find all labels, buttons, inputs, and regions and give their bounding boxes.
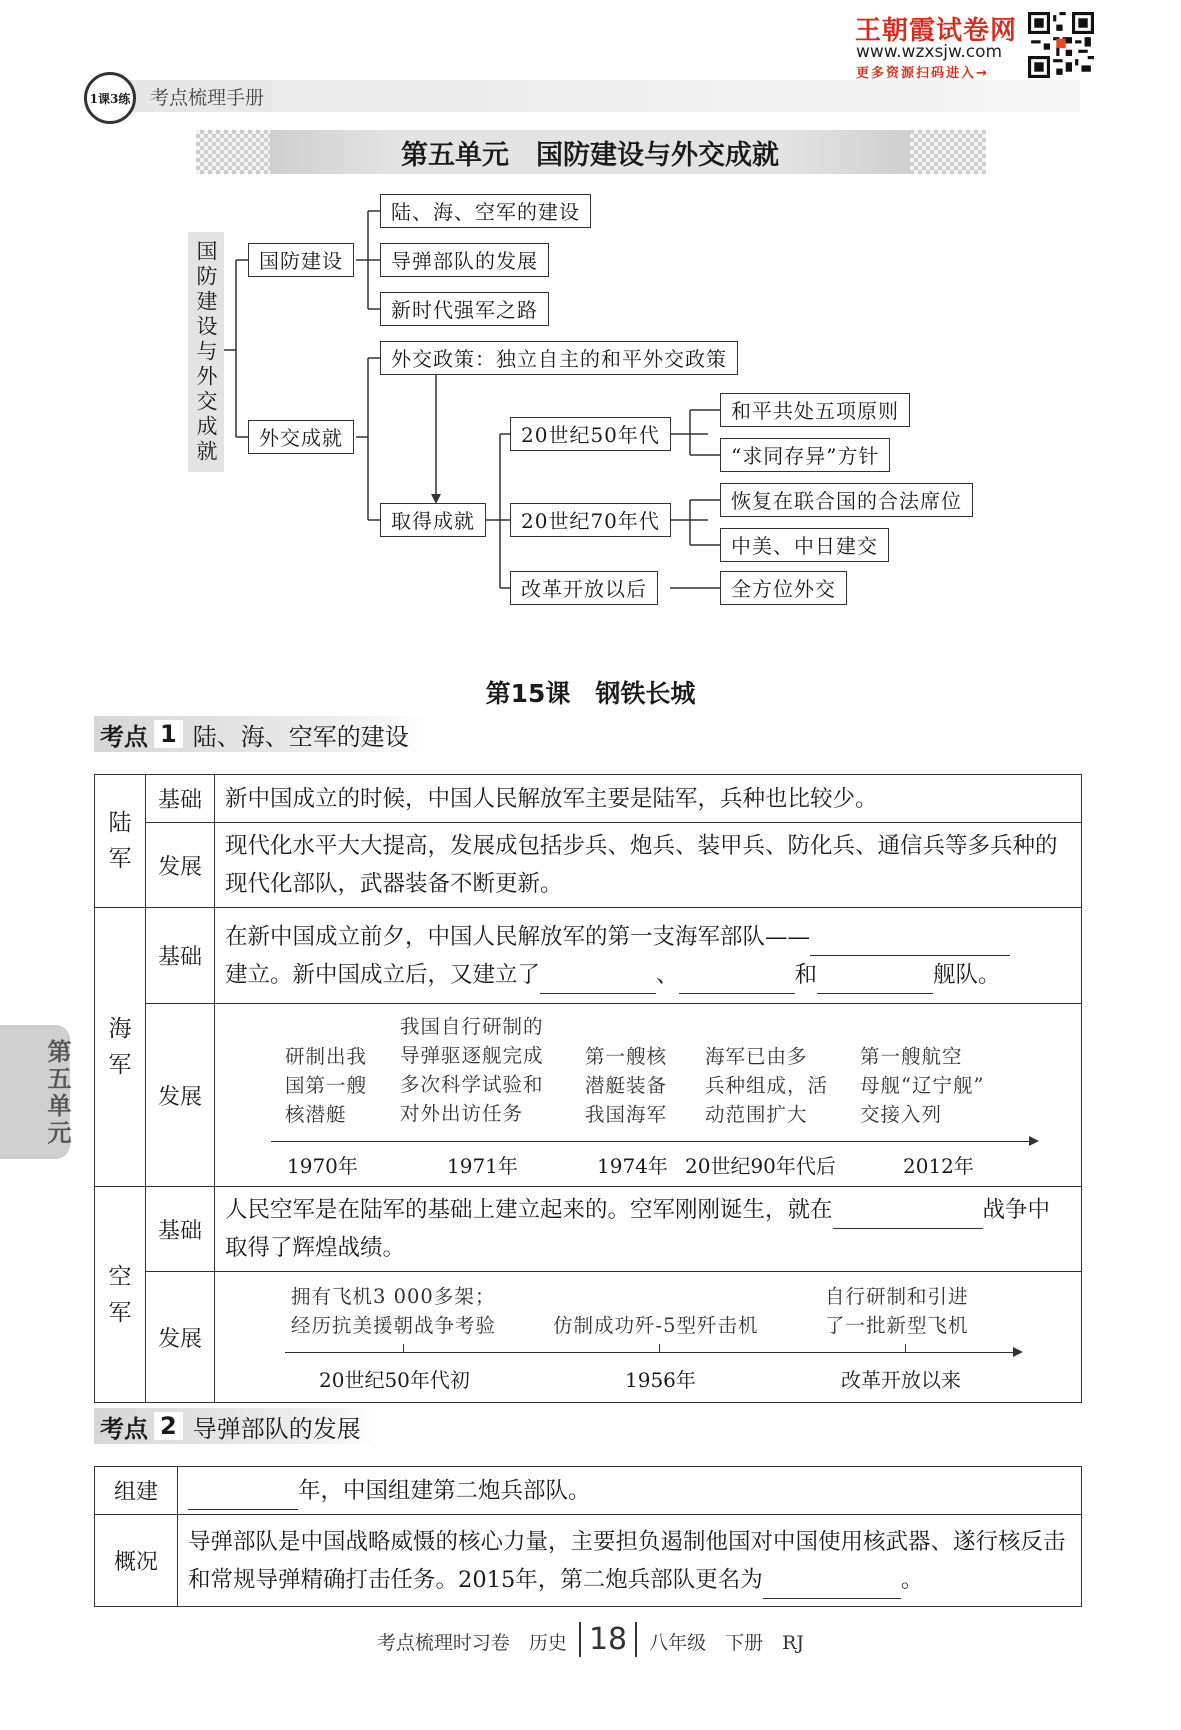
navy-year-1990s: 20世纪90年代后: [685, 1154, 836, 1178]
navy-event-1970: [285, 1042, 367, 1129]
navy-event-1974-line: 第一艘核: [585, 1045, 668, 1068]
navy-event-1971-line: 对外出访任务: [400, 1102, 524, 1125]
kp2-overview-label: 概况: [95, 1515, 178, 1607]
airforce-war-blank[interactable]: [833, 1202, 983, 1229]
publisher-logo: 1课3练: [84, 72, 136, 124]
navy-fleet-blank-2[interactable]: [679, 967, 795, 994]
navy-year-2012: 2012年: [903, 1154, 974, 1178]
navy-timeline-arrow-icon: [1029, 1136, 1039, 1146]
kp2-tag: 考点: [100, 1414, 148, 1443]
kp1-table: [94, 774, 1082, 1403]
navy-event-1970-line: 研制出我: [285, 1045, 368, 1068]
kp1-tag: 考点: [100, 722, 148, 751]
navy-event-2012: [860, 1042, 984, 1129]
airforce-timeline-axis: [285, 1352, 1015, 1353]
mindmap-node-un-seat: 恢复在联合国的合法席位: [720, 483, 973, 517]
airforce-timeline-cell: [215, 1272, 1082, 1403]
mindmap-node-new-era: 新时代强军之路: [380, 292, 549, 326]
airforce-event-1950s-line: 经历抗美援朝战争考验: [291, 1314, 497, 1337]
mindmap-node-missile: 导弹部队的发展: [380, 243, 549, 277]
kp1-number: 1: [154, 720, 183, 748]
mindmap-node-omni-diplomacy: 全方位外交: [720, 571, 847, 605]
kp2-overview-a: 导弹部队是中国战略威慑的核心力量，主要担负遏制他国对中国使用核武器、遂行核反击和常规导弹精确打击任务。2015年，第二炮兵部队更名为: [188, 1528, 1066, 1593]
airforce-basic-label: 基础: [146, 1187, 215, 1272]
navy-basic-a: 在新中国成立前夕，中国人民解放军的第一支海军部队——: [225, 923, 811, 950]
kp2-overview-text: [178, 1515, 1082, 1607]
navy-event-1990s: [705, 1042, 828, 1129]
kp2-title: 导弹部队的发展: [192, 1414, 361, 1443]
brand-url[interactable]: www.wzxsjw.com: [856, 42, 1003, 62]
airforce-tick: [905, 1344, 906, 1352]
airforce-tick: [403, 1344, 404, 1352]
navy-label: 海军: [108, 1016, 132, 1078]
navy-event-2012-line: 交接入列: [860, 1103, 943, 1126]
navy-basic-text: [215, 908, 1082, 1004]
navy-basic-label: 基础: [146, 908, 215, 1004]
airforce-event-1956: [553, 1311, 759, 1340]
footer: [0, 1622, 1181, 1657]
airforce-event-reform-line: 了一批新型飞机: [825, 1314, 969, 1337]
navy-fleet-blank-1[interactable]: [540, 967, 656, 994]
kp1-title: 陆、海、空军的建设: [192, 722, 409, 751]
kp2-year-blank[interactable]: [188, 1483, 298, 1510]
airforce-event-1956-line: 仿制成功歼-5型歼击机: [553, 1314, 759, 1337]
navy-cell: [95, 908, 146, 1187]
navy-event-1971-line: 导弹驱逐舰完成: [400, 1044, 544, 1067]
navy-basic-e: 舰队。: [933, 961, 1001, 988]
section-label: 考点梳理手册: [150, 87, 265, 109]
airforce-timeline: [215, 1272, 1081, 1402]
kp2-table: [94, 1466, 1082, 1607]
airforce-year-reform: 改革开放以来: [841, 1368, 961, 1392]
army-dev-label: 发展: [146, 823, 215, 908]
navy-dev-label: 发展: [146, 1004, 215, 1187]
navy-event-1974: [585, 1042, 667, 1129]
mindmap-node-policy: 外交政策：独立自主的和平外交政策: [380, 341, 738, 375]
airforce-tick: [659, 1344, 660, 1352]
navy-event-1990s-line: 海军已由多: [705, 1045, 808, 1068]
page-number: 18: [579, 1622, 637, 1657]
kp2-rename-blank[interactable]: [763, 1572, 901, 1599]
army-dev-text: 现代化水平大大提高，发展成包括步兵、炮兵、装甲兵、防化兵、通信兵等多兵种的现代化部队，武器装备不断更新。: [215, 823, 1082, 908]
kp2-number: 2: [154, 1412, 183, 1440]
airforce-event-reform: [825, 1282, 969, 1340]
mindmap-node-diplomacy: 外交成就: [248, 420, 354, 454]
navy-event-1971-line: 我国自行研制的: [400, 1015, 544, 1038]
unit-title: 第五单元 国防建设与外交成就: [270, 130, 910, 174]
navy-event-1970-line: 国第一艘: [285, 1074, 368, 1097]
kp1-heading: [94, 716, 429, 752]
airforce-basic-a: 人民空军是在陆军的基础上建立起来的。空军刚刚诞生，就在: [225, 1197, 833, 1223]
navy-event-1971: [400, 1012, 544, 1128]
airforce-cell: [95, 1187, 146, 1403]
navy-timeline-cell: [215, 1004, 1082, 1187]
mindmap-connectors: [0, 0, 1181, 640]
navy-year-1971: 1971年: [447, 1154, 518, 1178]
mindmap-node-common-ground: “求同存异”方针: [720, 438, 890, 472]
navy-timeline: [215, 1004, 1081, 1186]
airforce-event-1950s: [291, 1282, 496, 1340]
navy-event-1971-line: 多次科学试验和: [400, 1073, 544, 1096]
navy-basic-b: 建立。新中国成立后，又建立了: [225, 961, 541, 988]
lesson-title: 第15课 钢铁长城: [485, 679, 696, 708]
army-label: 陆军: [108, 810, 132, 872]
mindmap-node-five-principles: 和平共处五项原则: [720, 393, 910, 427]
navy-basic-d: 和: [794, 961, 818, 988]
navy-event-1974-line: 我国海军: [585, 1103, 668, 1126]
airforce-event-1950s-line: 拥有飞机3 000多架；: [291, 1285, 496, 1308]
navy-year-1974: 1974年: [597, 1154, 668, 1178]
airforce-basic-b: 战争中取得了辉煌战绩。: [225, 1197, 1051, 1261]
navy-event-1990s-line: 动范围扩大: [705, 1103, 808, 1126]
airforce-basic-text: [215, 1187, 1082, 1272]
brand-name: 王朝霞试卷网: [855, 16, 1018, 46]
navy-event-1974-line: 潜艇装备: [585, 1074, 668, 1097]
mindmap-node-defense: 国防建设: [248, 243, 354, 277]
mindmap-node-reform: 改革开放以后: [510, 571, 658, 605]
navy-event-2012-line: 母舰“辽宁舰”: [860, 1074, 985, 1097]
army-cell: [95, 775, 146, 908]
army-basic-text: 新中国成立的时候，中国人民解放军主要是陆军，兵种也比较少。: [215, 775, 1082, 823]
kp2-form-label: 组建: [95, 1467, 178, 1515]
kp2-overview-b: 。: [900, 1566, 924, 1593]
airforce-timeline-arrow-icon: [1013, 1347, 1023, 1357]
airforce-year-1956: 1956年: [625, 1368, 696, 1392]
kp2-form-content: 年，中国组建第二炮兵部队。: [298, 1477, 591, 1504]
airforce-event-reform-line: 自行研制和引进: [825, 1285, 969, 1308]
mindmap-node-achievements: 取得成就: [380, 503, 486, 537]
navy-timeline-axis: [271, 1141, 1031, 1142]
brand-tip: 更多资源扫码进入→: [856, 66, 989, 81]
mindmap-node-1950s: 20世纪50年代: [510, 417, 671, 451]
navy-event-1990s-line: 兵种组成，活: [705, 1074, 829, 1097]
airforce-label: 空军: [108, 1263, 132, 1326]
unit-side-tab: [0, 1025, 70, 1159]
mindmap-node-armed-forces: 陆、海、空军的建设: [380, 194, 591, 228]
mindmap-node-us-japan-ties: 中美、中日建交: [720, 528, 889, 562]
kp2-heading: [94, 1408, 381, 1444]
navy-event-1970-line: 核潜艇: [285, 1103, 347, 1126]
navy-basic-c: 、: [656, 961, 679, 988]
army-basic-label: 基础: [146, 775, 215, 823]
kp2-form-text: [178, 1467, 1082, 1515]
navy-fleet-blank-3[interactable]: [817, 967, 933, 994]
unit-side-tab-label: 第五单元: [43, 1039, 71, 1147]
airforce-dev-label: 发展: [146, 1272, 215, 1403]
footer-left: 考点梳理时习卷 历史: [376, 1632, 567, 1654]
navy-first-unit-blank[interactable]: [810, 929, 1010, 956]
footer-right: 八年级 下册 RJ: [649, 1632, 805, 1654]
navy-year-1970: 1970年: [287, 1154, 358, 1178]
navy-event-2012-line: 第一艘航空: [860, 1045, 963, 1068]
airforce-year-1950s: 20世纪50年代初: [319, 1368, 470, 1392]
mindmap-node-1970s: 20世纪70年代: [510, 503, 671, 537]
mindmap-root: 国防建设与外交成就: [188, 232, 224, 472]
